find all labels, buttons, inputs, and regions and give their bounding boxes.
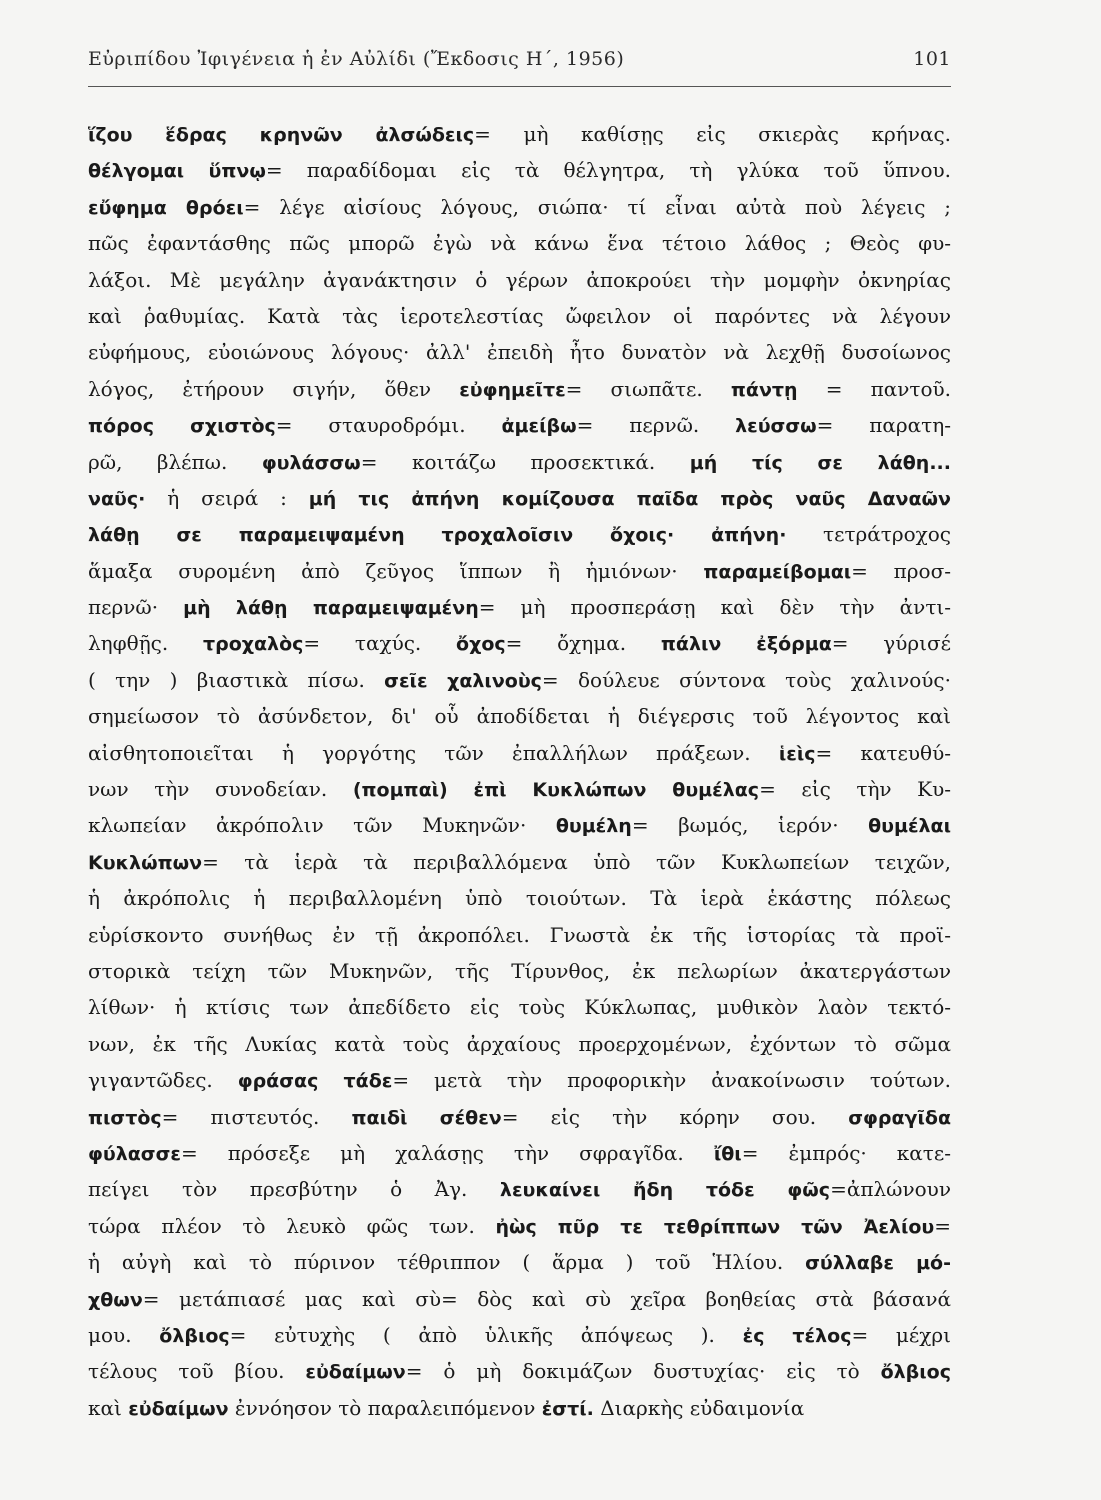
- gloss-text: ἅμαξα συρομένη ἀπὸ ζεῦγος ἵππων ἢ ἡμιόνων·: [88, 558, 704, 583]
- lemma-term: φράσας τάδε: [237, 1070, 393, 1093]
- lemma-term: θυμέλη: [555, 815, 632, 838]
- lemma-term: ὄλβιος: [159, 1324, 230, 1347]
- lemma-term: σφραγῖδα: [848, 1106, 951, 1129]
- gloss-text: = ἐμπρός· κατε-: [741, 1140, 951, 1165]
- gloss-text: = εἰς τὴν Κυ-: [759, 777, 951, 802]
- gloss-text: = περνῶ.: [576, 413, 736, 438]
- text-line: [88, 1353, 951, 1389]
- lemma-term: χθων: [88, 1288, 143, 1311]
- text-line: [88, 516, 951, 552]
- text-line: [88, 771, 951, 807]
- text-line: [88, 262, 951, 298]
- lemma-term: ἵζου ἕδρας κρηνῶν ἀλσώδεις: [88, 124, 475, 146]
- gloss-text: = τὰ ἱερὰ τὰ περιβαλλόμενα ὑπὸ τῶν Κυκλωπείων τειχῶν,: [202, 849, 951, 874]
- gloss-text: τέλους τοῦ βίου.: [88, 1359, 306, 1384]
- lemma-term: ὄλβιος: [880, 1361, 951, 1384]
- gloss-text: πῶς ἐφαντάσθης πῶς μπορῶ ἐγὼ νὰ κάνω ἕνα τέτοιο λάθος ; Θεὸς φυ-: [88, 231, 951, 256]
- lemma-term: εὐδαίμων: [305, 1361, 406, 1384]
- gloss-text: σημείωσον τὸ ἀσύνδετον, δι' οὗ ἀποδίδεται ἡ διέγερσις τοῦ λέγοντος καὶ: [88, 704, 951, 729]
- gloss-text: = κατευθύ-: [815, 740, 951, 765]
- commentary-text: [88, 116, 951, 1426]
- lemma-term: λάθῃ σε παραμειψαμένη τροχαλοῖσιν ὄχοις· ἀπήνη·: [88, 524, 787, 547]
- gloss-text: γιγαντῶδες.: [88, 1068, 238, 1093]
- text-line: [88, 553, 951, 589]
- gloss-text: = παρατη-: [816, 413, 951, 438]
- page-number: 101: [913, 48, 951, 70]
- text-line: [88, 1135, 951, 1171]
- text-line: [88, 334, 951, 370]
- lemma-term: εὐδαίμων: [128, 1397, 229, 1420]
- lemma-term: θυμέλαι: [868, 815, 951, 838]
- gloss-text: νων τὴν συνοδείαν.: [88, 777, 353, 802]
- gloss-text: ἡ ἀκρόπολις ἡ περιβαλλομένη ὑπὸ τοιούτων. Τὰ ἱερὰ ἑκάστης πόλεως: [88, 886, 951, 911]
- text-line: [88, 662, 951, 698]
- gloss-text: = λέγε αἰσίους λόγους, σιώπα· τί εἶναι αὐτὰ ποὺ λέγεις ;: [243, 194, 951, 219]
- text-line: [88, 1208, 951, 1244]
- text-line: [88, 298, 951, 334]
- gloss-text: = σιωπᾶτε.: [565, 376, 731, 401]
- lemma-term: πάλιν ἐξόρμα: [660, 633, 832, 656]
- gloss-text: = δούλευε σύντονα τοὺς χαλινούς·: [541, 667, 951, 692]
- gloss-text: ἐννόησον τὸ παραλειπόμενον: [228, 1395, 542, 1420]
- text-line: [88, 844, 951, 880]
- text-line: [88, 1026, 951, 1062]
- running-title: Εὐριπίδου Ἰφιγένεια ἡ ἐν Αὐλίδι (Ἔκδοσις Η΄, 1956): [88, 48, 625, 70]
- text-line: [88, 1099, 951, 1135]
- gloss-text: = ὄχημα.: [505, 631, 661, 656]
- lemma-term: ἱεὶς: [778, 742, 816, 765]
- text-line: [88, 698, 951, 734]
- gloss-text: = μετὰ τὴν προφορικὴν ἀνακοίνωσιν τούτων.: [392, 1068, 951, 1093]
- text-line: [88, 1244, 951, 1280]
- lemma-term: ἐς τέλος: [742, 1324, 852, 1347]
- text-line: [88, 225, 951, 261]
- gloss-text: = μέχρι: [851, 1322, 951, 1347]
- header-rule: [88, 86, 951, 87]
- gloss-text: λίθων· ἡ κτίσις των ἀπεδίδετο εἰς τοὺς Κύκλωπας, μυθικὸν λαὸν τεκτό-: [88, 995, 951, 1020]
- text-line: [88, 880, 951, 916]
- gloss-text: =ἀπλώνουν: [830, 1177, 951, 1202]
- gloss-text: = πρόσεξε μὴ χαλάσῃς τὴν σφραγῖδα.: [180, 1140, 714, 1165]
- lemma-term: σεῖε χαλινοὺς: [384, 669, 542, 692]
- gloss-text: ( την ) βιαστικὰ πίσω.: [88, 667, 385, 692]
- lemma-term: πάντῃ: [730, 378, 798, 401]
- gloss-text: = μὴ καθίσῃς εἰς σκιερὰς κρήνας.: [474, 122, 951, 146]
- text-line: [88, 1390, 951, 1426]
- gloss-text: = εὐτυχὴς ( ἀπὸ ὑλικῆς ἀπόψεως ).: [229, 1322, 743, 1347]
- gloss-text: μου.: [88, 1322, 160, 1347]
- lemma-term: μή τίς σε λάθη...: [689, 451, 951, 474]
- text-line: [88, 807, 951, 843]
- gloss-text: = γύρισέ: [831, 631, 951, 656]
- gloss-text: νων, ἐκ τῆς Λυκίας κατὰ τοὺς ἀρχαίους προερχομένων, ἐχόντων τὸ σῶμα: [88, 1031, 951, 1056]
- gloss-text: εὑρίσκοντο συνήθως ἐν τῇ ἀκροπόλει. Γνωστὰ ἐκ τῆς ἱστορίας τὰ προϊ-: [88, 922, 951, 947]
- lemma-term: εὔφημα θρόει: [88, 196, 244, 219]
- gloss-text: = ταχύς.: [303, 631, 457, 656]
- lemma-term: ἀμείβω: [501, 415, 577, 438]
- page-header: [88, 48, 951, 70]
- gloss-text: = πιστευτός.: [161, 1104, 352, 1129]
- text-line: [88, 625, 951, 661]
- lemma-term: εὐφημεῖτε: [459, 378, 566, 401]
- lemma-term: (πομπαὶ) ἐπὶ Κυκλώπων θυμέλας: [352, 779, 760, 802]
- gloss-text: ρῶ, βλέπω.: [88, 449, 262, 474]
- gloss-text: καὶ ῥαθυμίας. Κατὰ τὰς ἱεροτελεστίας ὤφειλον οἱ παρόντες νὰ λέγουν: [88, 303, 951, 328]
- gloss-text: κλωπείαν ἀκρόπολιν τῶν Μυκηνῶν·: [88, 813, 556, 838]
- text-line: [88, 189, 951, 225]
- lemma-term: μὴ λάθῃ παραμειψαμένη: [183, 597, 479, 620]
- gloss-text: περνῶ·: [88, 595, 184, 620]
- text-line: [88, 1171, 951, 1207]
- gloss-text: = κοιτάζω προσεκτικά.: [360, 449, 690, 474]
- text-line: [88, 407, 951, 443]
- lemma-term: πιστὸς: [88, 1106, 162, 1129]
- gloss-text: λάξοι. Μὲ μεγάλην ἀγανάκτησιν ὁ γέρων ἀποκρούει τὴν μομφὴν ὀκνηρίας: [88, 267, 951, 292]
- text-line: [88, 152, 951, 188]
- gloss-text: λόγος, ἐτήρουν σιγήν, ὅθεν: [88, 376, 460, 401]
- gloss-text: = βωμός, ἱερόν·: [631, 813, 869, 838]
- gloss-text: =: [934, 1213, 951, 1238]
- lemma-term: λεύσσω: [735, 415, 817, 438]
- lemma-term: φυλάσσω: [261, 451, 361, 474]
- text-line: [88, 480, 951, 516]
- lemma-term: παραμείβομαι: [703, 560, 852, 583]
- text-line: [88, 444, 951, 480]
- lemma-term: Κυκλώπων: [88, 851, 203, 874]
- gloss-text: πείγει τὸν πρεσβύτην ὁ Ἀγ.: [88, 1177, 500, 1202]
- text-line: [88, 1062, 951, 1098]
- gloss-text: = ὁ μὴ δοκιμάζων δυστυχίας· εἰς τὸ: [405, 1359, 881, 1384]
- lemma-term: ἐστί.: [541, 1397, 594, 1420]
- gloss-text: = εἰς τὴν κόρην σου.: [501, 1104, 849, 1129]
- lemma-term: ὄχος: [456, 633, 506, 656]
- lemma-term: λευκαίνει ἤδη τόδε φῶς: [499, 1179, 831, 1202]
- gloss-text: = παραδίδομαι εἰς τὰ θέλγητρα, τὴ γλύκα τοῦ ὕπνου.: [265, 158, 951, 183]
- gloss-text: ἡ σειρά :: [145, 485, 309, 510]
- text-line: [88, 589, 951, 625]
- lemma-term: ναῦς·: [88, 487, 146, 510]
- lemma-term: ἠὼς πῦρ τε τεθρίππων τῶν Ἀελίου: [495, 1215, 935, 1238]
- lemma-term: πόρος σχιστὸς: [88, 415, 276, 438]
- lemma-term: φύλασσε: [88, 1142, 181, 1165]
- text-line: [88, 989, 951, 1025]
- text-line: [88, 735, 951, 771]
- text-line: [88, 1281, 951, 1317]
- gloss-text: = προσ-: [851, 558, 951, 583]
- gloss-text: ληφθῇς.: [88, 631, 203, 656]
- gloss-text: = παντοῦ.: [797, 376, 951, 401]
- gloss-text: τώρα πλέον τὸ λευκὸ φῶς των.: [88, 1213, 496, 1238]
- gloss-text: καὶ: [88, 1395, 129, 1420]
- lemma-term: μή τις ἀπήνη κομίζουσα παῖδα πρὸς ναῦς Δαναῶν: [308, 487, 951, 510]
- gloss-text: = μετάπιασέ μας καὶ σὺ= δὸς καὶ σὺ χεῖρα βοηθείας στὰ βάσανά: [142, 1286, 951, 1311]
- gloss-text: στορικὰ τείχη τῶν Μυκηνῶν, τῆς Τίρυνθος, ἐκ πελωρίων ἀκατεργάστων: [88, 958, 951, 983]
- gloss-text: = σταυροδρόμι.: [275, 413, 502, 438]
- gloss-text: τετράτροχος: [786, 522, 951, 547]
- text-line: [88, 371, 951, 407]
- gloss-text: εὐφήμους, εὐοιώνους λόγους· ἀλλ' ἐπειδὴ ἦτο δυνατὸν νὰ λεχθῇ δυσοίωνος: [88, 340, 951, 365]
- text-line: [88, 953, 951, 989]
- text-line: [88, 1317, 951, 1353]
- text-line: [88, 917, 951, 953]
- lemma-term: σύλλαβε μό-: [805, 1252, 951, 1275]
- lemma-term: παιδὶ σέθεν: [351, 1106, 502, 1129]
- text-line: [88, 116, 951, 152]
- lemma-term: τροχαλὸς: [202, 633, 304, 656]
- gloss-text: = μὴ προσπεράσῃ καὶ δὲν τὴν ἀντι-: [478, 595, 951, 620]
- lemma-term: θέλγομαι ὕπνῳ: [88, 160, 266, 183]
- gloss-text: αἰσθητοποιεῖται ἡ γοργότης τῶν ἐπαλλήλων πράξεων.: [88, 740, 779, 765]
- lemma-term: ἴθι: [713, 1142, 742, 1165]
- gloss-text: Διαρκὴς εὐδαιμονία: [593, 1395, 805, 1420]
- gloss-text: ἡ αὐγὴ καὶ τὸ πύρινον τέθριππον ( ἅρμα ) τοῦ Ἡλίου.: [88, 1250, 806, 1275]
